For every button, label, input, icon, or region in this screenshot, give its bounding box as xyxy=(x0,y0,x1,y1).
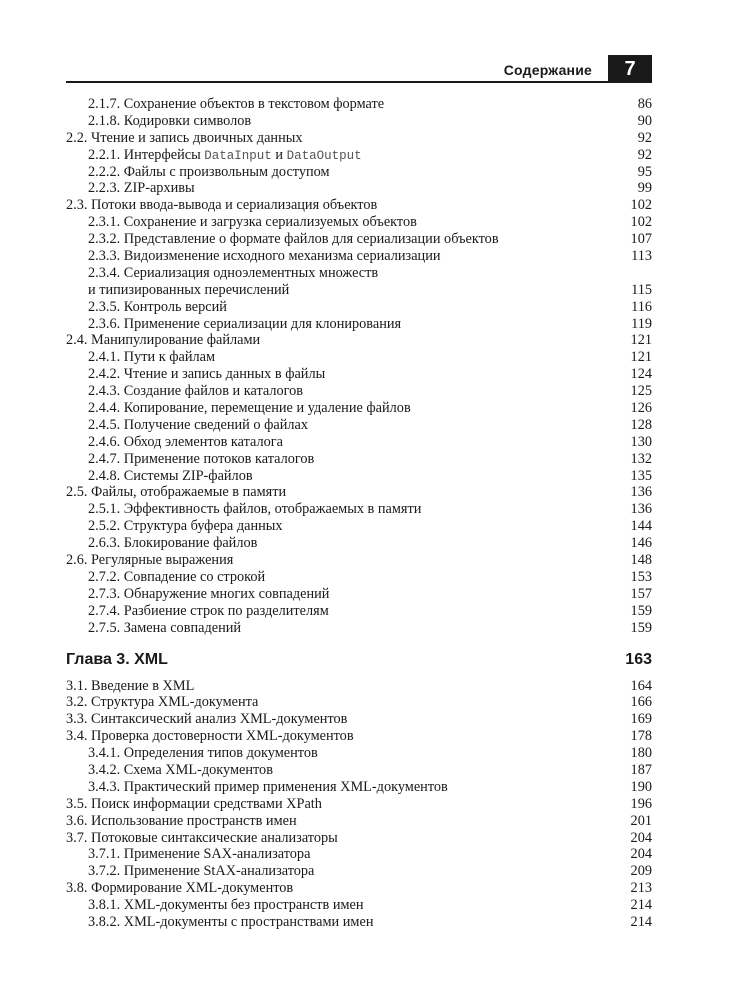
toc-entry[interactable] xyxy=(66,468,652,485)
toc-entry-title: 2.5.2. Структура буфера данных xyxy=(88,518,283,535)
toc-entry-page: 204 xyxy=(630,829,652,846)
toc-entry-page: 125 xyxy=(630,383,652,400)
toc-entry[interactable] xyxy=(66,214,652,231)
toc-entry[interactable] xyxy=(66,265,652,282)
header-rule xyxy=(66,81,652,83)
chapter-title: Глава 3. XML xyxy=(66,650,168,668)
toc-entry[interactable] xyxy=(66,762,652,779)
toc-entry-page: 164 xyxy=(630,677,652,694)
toc-entry-title: 2.1.8. Кодировки символов xyxy=(88,112,252,129)
toc-entry-page: 132 xyxy=(630,450,652,467)
toc-entry[interactable] xyxy=(66,113,652,130)
toc-entry-title: 2.7.5. Замена совпадений xyxy=(88,619,242,636)
toc-entry[interactable] xyxy=(66,586,652,603)
toc-entry-page: 214 xyxy=(630,897,652,914)
toc-entry[interactable] xyxy=(66,745,652,762)
toc-entry-title: и типизированных перечислений xyxy=(88,281,290,298)
toc-entry-title: 2.2.2. Файлы с произвольным доступом xyxy=(88,163,330,180)
toc-entry-title: 2.3.3. Видоизменение исходного механизма сериализации xyxy=(88,248,441,265)
toc-entry[interactable] xyxy=(66,400,652,417)
toc-group xyxy=(66,96,652,147)
toc-entry-title: 2.5. Файлы, отображаемые в памяти xyxy=(66,484,287,501)
toc-entry-page: 166 xyxy=(630,694,652,711)
toc-entry[interactable] xyxy=(66,603,652,620)
toc-entry-page: 102 xyxy=(630,214,652,231)
toc-entry-page: 107 xyxy=(630,231,652,248)
toc-entry-page: 190 xyxy=(630,778,652,795)
toc-entry-page: 209 xyxy=(630,863,652,880)
toc-entry-page: 180 xyxy=(630,745,652,762)
toc-entry[interactable] xyxy=(66,501,652,518)
toc-section-entry[interactable] xyxy=(66,197,652,214)
toc-entry-text: 2.2.1. Интерфейсы xyxy=(88,146,205,163)
toc-entry-title: 2.7.3. Обнаружение многих совпадений xyxy=(88,585,330,602)
toc-entry-title: 2.6.3. Блокирование файлов xyxy=(88,535,258,552)
toc-entry-title: 2.5.1. Эффективность файлов, отображаемых в памяти xyxy=(88,501,422,518)
toc-entry-title: 3.4. Проверка достоверности XML-документов xyxy=(66,728,354,745)
chapter-heading[interactable] xyxy=(66,650,652,670)
page-header xyxy=(66,55,652,85)
toc-entry-page: 113 xyxy=(631,248,652,265)
toc-entry-page: 146 xyxy=(630,535,652,552)
page-number: 7 xyxy=(608,55,652,83)
toc-entry-page: 159 xyxy=(630,619,652,636)
toc-entry-page: 159 xyxy=(630,602,652,619)
toc-entry-page: 135 xyxy=(630,467,652,484)
toc-entry[interactable] xyxy=(66,897,652,914)
toc-entry[interactable] xyxy=(66,231,652,248)
toc-entry[interactable] xyxy=(66,316,652,333)
toc-entry-title: 2.1.7. Сохранение объектов в текстовом формате xyxy=(88,96,385,112)
toc-entry-title: 3.8.2. XML-документы с пространствами имен xyxy=(88,913,374,930)
toc-section-entry[interactable] xyxy=(66,332,652,349)
toc-entry-title: 2.3. Потоки ввода-вывода и сериализация объектов xyxy=(66,197,378,214)
toc-section-entry[interactable] xyxy=(66,484,652,501)
toc-entry[interactable] xyxy=(66,299,652,316)
toc-entry-title: 3.6. Использование пространств имен xyxy=(66,812,297,829)
running-header-title: Содержание xyxy=(503,62,592,78)
toc-section-entry[interactable] xyxy=(66,694,652,711)
toc-entry-title: 2.4.7. Применение потоков каталогов xyxy=(88,450,315,467)
toc-entry-page: 119 xyxy=(631,315,652,332)
toc-group xyxy=(66,678,652,931)
toc-entry-page: 214 xyxy=(630,913,652,930)
toc-entry-title: 2.4.6. Обход элементов каталога xyxy=(88,433,284,450)
toc-entry-title: 2.4.1. Пути к файлам xyxy=(88,349,215,366)
toc-entry-title: 3.4.2. Схема XML-документов xyxy=(88,761,273,778)
toc-entry-title: 2.3.2. Представление о формате файлов для сериализации объектов xyxy=(88,231,499,248)
toc-entry[interactable] xyxy=(66,535,652,552)
toc-section-entry[interactable] xyxy=(66,830,652,847)
toc-entry-page: 136 xyxy=(630,501,652,518)
toc-entry-page: 116 xyxy=(631,298,652,315)
toc-entry-page: 124 xyxy=(630,366,652,383)
toc-section-entry[interactable] xyxy=(66,796,652,813)
toc-entry-title: 2.4.8. Системы ZIP-файлов xyxy=(88,467,253,484)
toc-entry-page: 153 xyxy=(630,568,652,585)
toc-entry[interactable] xyxy=(66,164,652,181)
toc-entry-page: 144 xyxy=(630,518,652,535)
toc-entry-page: 204 xyxy=(630,846,652,863)
toc-entry-title: 2.2. Чтение и запись двоичных данных xyxy=(66,129,303,146)
toc-section-entry[interactable] xyxy=(66,728,652,745)
toc-entry[interactable] xyxy=(66,863,652,880)
toc-entry-title: 2.7.4. Разбиение строк по разделителям xyxy=(88,602,329,619)
toc-entry-page: 196 xyxy=(630,795,652,812)
toc-section-entry[interactable] xyxy=(66,130,652,147)
toc-entry[interactable] xyxy=(66,846,652,863)
toc-entry-title: 3.7.1. Применение SAX-анализатора xyxy=(88,846,311,863)
toc-section-entry[interactable] xyxy=(66,678,652,695)
code-term: DataOutput xyxy=(286,148,362,163)
toc-entry-title: 3.8. Формирование XML-документов xyxy=(66,880,294,897)
toc-entry[interactable] xyxy=(66,96,652,113)
toc-entry-title: 2.2.3. ZIP-архивы xyxy=(88,180,195,197)
toc-entry-page: 136 xyxy=(630,484,652,501)
toc-entry-page: 99 xyxy=(637,180,652,197)
toc-entry-page: 148 xyxy=(630,552,652,569)
toc-entry[interactable] xyxy=(66,282,652,299)
toc-entry-text: и xyxy=(271,146,287,163)
toc-entry[interactable] xyxy=(66,417,652,434)
chapter-page: 163 xyxy=(625,650,652,668)
toc-entry[interactable] xyxy=(66,383,652,400)
toc-entry-page: 90 xyxy=(637,112,652,129)
toc-entry-title: 2.3.5. Контроль версий xyxy=(88,298,227,315)
toc-entry-page: 95 xyxy=(637,163,652,180)
toc-entry-title: 3.4.1. Определения типов документов xyxy=(88,745,318,762)
toc-entry-page: 121 xyxy=(630,349,652,366)
toc-entry-page: 128 xyxy=(630,416,652,433)
toc-entry-page: 92 xyxy=(637,146,652,163)
toc-entry-page: 115 xyxy=(631,281,652,298)
toc-entry-page: 86 xyxy=(637,96,652,112)
toc-entry-title: 2.4.2. Чтение и запись данных в файлы xyxy=(88,366,326,383)
toc-entry-title xyxy=(66,147,622,165)
toc-entry-title: 3.7.2. Применение StAX-анализатора xyxy=(88,863,315,880)
toc-entry-page: 178 xyxy=(630,728,652,745)
toc-entry-title: 2.4. Манипулирование файлами xyxy=(66,332,261,349)
toc-entry-page: 201 xyxy=(630,812,652,829)
toc-entry-page: 102 xyxy=(630,197,652,214)
toc-entry[interactable] xyxy=(66,248,652,265)
toc-entry[interactable] xyxy=(66,366,652,383)
toc-entry-page: 92 xyxy=(637,129,652,146)
toc-entry[interactable] xyxy=(66,147,652,164)
toc-entry-title: 2.4.5. Получение сведений о файлах xyxy=(88,416,308,433)
toc-entry-title: 3.7. Потоковые синтаксические анализаторы xyxy=(66,829,338,846)
toc-entry-title: 3.3. Синтаксический анализ XML-документов xyxy=(66,711,348,728)
table-of-contents xyxy=(66,96,652,931)
toc-entry-title: 2.3.1. Сохранение и загрузка сериализуемых объектов xyxy=(88,214,417,231)
toc-entry-title: 2.4.3. Создание файлов и каталогов xyxy=(88,383,304,400)
toc-entry[interactable] xyxy=(66,518,652,535)
toc-entry-page: 126 xyxy=(630,400,652,417)
toc-section-entry[interactable] xyxy=(66,711,652,728)
toc-entry-page: 187 xyxy=(630,761,652,778)
toc-section-entry[interactable] xyxy=(66,552,652,569)
toc-entry-title: 3.4.3. Практический пример применения XML-документов xyxy=(88,778,448,795)
toc-entry[interactable] xyxy=(66,779,652,796)
toc-entry[interactable] xyxy=(66,620,652,637)
toc-group xyxy=(66,164,652,637)
toc-entry[interactable] xyxy=(66,451,652,468)
toc-entry-title: 2.4.4. Копирование, перемещение и удаление файлов xyxy=(88,400,411,417)
toc-entry-title: 3.1. Введение в XML xyxy=(66,677,195,694)
toc-entry-title: 3.8.1. XML-документы без пространств имен xyxy=(88,897,364,914)
toc-entry[interactable] xyxy=(66,569,652,586)
toc-entry-page: 157 xyxy=(630,585,652,602)
toc-entry[interactable] xyxy=(66,180,652,197)
toc-entry-page: 130 xyxy=(630,433,652,450)
toc-entry-title: 3.5. Поиск информации средствами XPath xyxy=(66,795,322,812)
toc-entry-page: 169 xyxy=(630,711,652,728)
toc-entry-title: 2.6. Регулярные выражения xyxy=(66,552,234,569)
toc-entry[interactable] xyxy=(66,434,652,451)
toc-section-entry[interactable] xyxy=(66,880,652,897)
toc-section-entry[interactable] xyxy=(66,813,652,830)
code-term: DataInput xyxy=(204,148,272,163)
toc-entry-page: 213 xyxy=(630,880,652,897)
toc-entry[interactable] xyxy=(66,914,652,931)
toc-entry-title: 3.2. Структура XML-документа xyxy=(66,694,259,711)
toc-entry-title: 2.7.2. Совпадение со строкой xyxy=(88,568,266,585)
toc-entry[interactable] xyxy=(66,349,652,366)
toc-entry-title: 2.3.6. Применение сериализации для клонирования xyxy=(88,315,402,332)
toc-entry-page: 121 xyxy=(630,332,652,349)
toc-entry-title: 2.3.4. Сериализация одноэлементных множеств xyxy=(88,264,379,281)
